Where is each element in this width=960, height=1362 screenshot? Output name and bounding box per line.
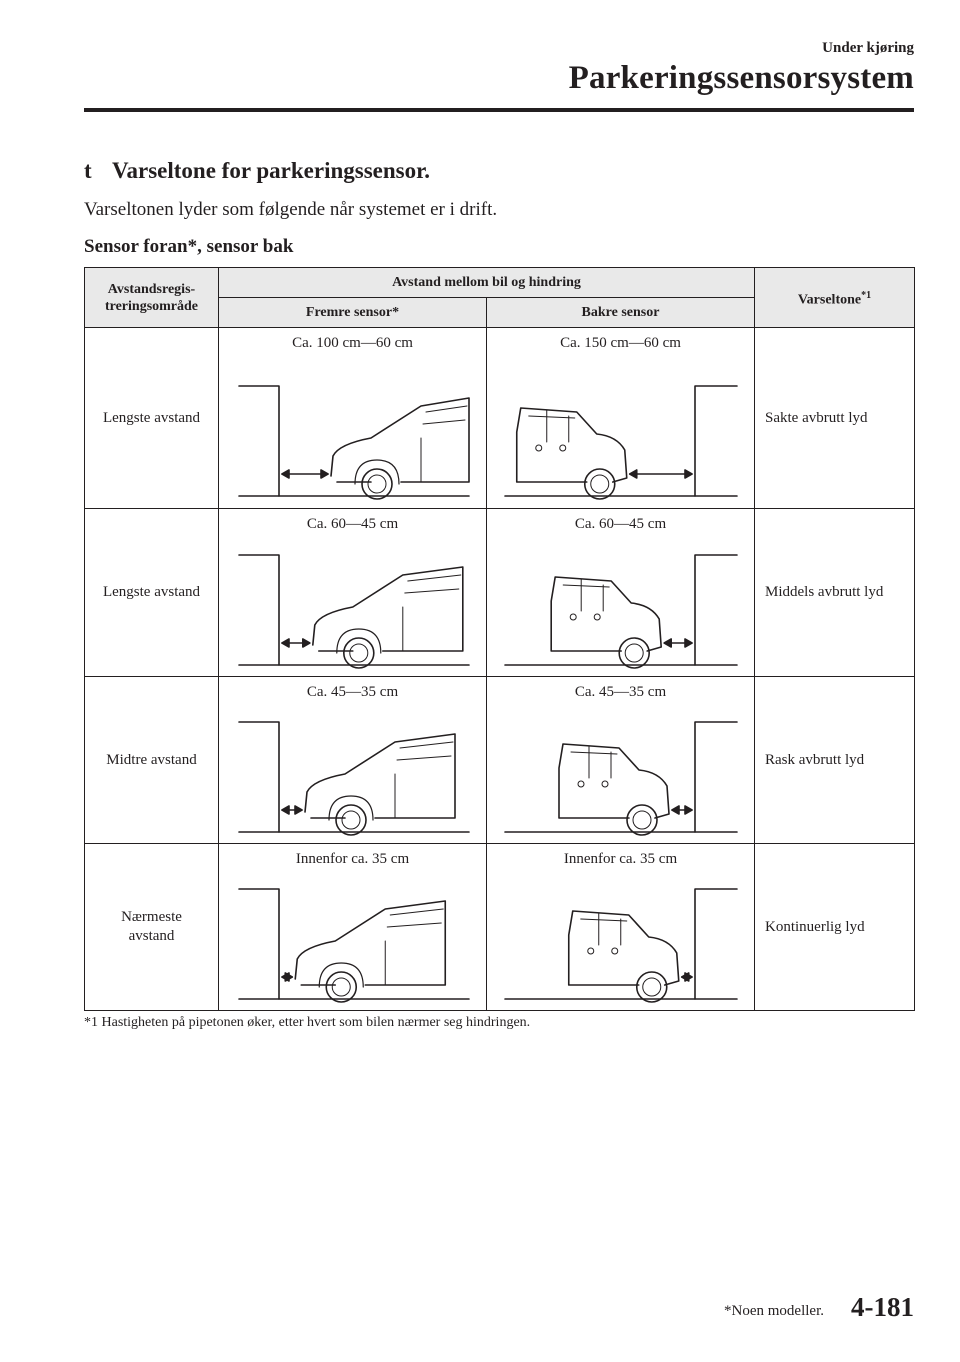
rear-illustration-cell: [487, 509, 755, 677]
arrowhead-icon: [685, 470, 692, 478]
page-number: 4-181: [851, 1292, 914, 1322]
rear-distance-caption: Innenfor ca. 35 cm: [563, 851, 678, 867]
wheel-icon: [637, 972, 667, 1002]
door-handle-icon: [578, 781, 584, 787]
car-window-line: [400, 742, 453, 748]
car-body: [569, 911, 679, 985]
header-tone-footnote-ref: *1: [861, 289, 872, 301]
car-window-line: [581, 919, 627, 921]
front-distance-caption: Ca. 45—35 cm: [306, 684, 399, 700]
car-window-line: [390, 909, 443, 915]
wheel-icon: [585, 469, 615, 499]
arrowhead-icon: [295, 806, 302, 814]
front-distance-caption: Innenfor ca. 35 cm: [295, 851, 410, 867]
front-car-illustration: [219, 539, 487, 675]
wheel-icon: [627, 805, 657, 835]
car-window-line: [563, 585, 609, 587]
wall-icon: [239, 722, 279, 832]
tone-label: Kontinuerlig lyd: [755, 844, 915, 1011]
tone-label: Rask avbrutt lyd: [755, 677, 915, 844]
rear-car-illustration: [487, 707, 755, 842]
rear-illustration-cell: [487, 844, 755, 1011]
header-distance: Avstand mellom bil og hindring: [219, 268, 755, 298]
front-illustration-cell: [219, 677, 487, 844]
range-label-text: Nærmeste avstand: [121, 909, 182, 944]
bullet-marker: t: [84, 158, 92, 183]
car-trim-line: [387, 923, 441, 927]
wall-icon: [695, 386, 737, 496]
arrowhead-icon: [282, 806, 289, 814]
arrowhead-icon: [303, 639, 310, 647]
wheel-hub-icon: [350, 644, 368, 662]
illustration-group: [239, 889, 469, 1002]
car-body: [559, 744, 669, 818]
wall-icon: [239, 889, 279, 999]
car-body: [517, 408, 627, 482]
door-handle-icon: [536, 445, 542, 451]
illustration-group: [505, 555, 737, 668]
car-body: [331, 398, 469, 482]
rear-distance-caption: Ca. 45—35 cm: [574, 684, 667, 700]
range-label: Lengste avstand: [85, 328, 219, 509]
front-illustration-cell: [219, 844, 487, 1011]
door-handle-icon: [602, 781, 608, 787]
car-body: [313, 567, 463, 651]
arrowhead-icon: [672, 806, 679, 814]
table-row: [85, 677, 915, 844]
rear-car-illustration: [487, 358, 755, 506]
door-handle-icon: [612, 948, 618, 954]
car-trim-line: [423, 420, 465, 424]
arrowhead-icon: [685, 806, 692, 814]
arrowhead-icon: [664, 639, 671, 647]
header-front-sensor: Fremre sensor*: [219, 298, 487, 328]
header-rear-sensor: Bakre sensor: [487, 298, 755, 328]
tone-label: Middels avbrutt lyd: [755, 509, 915, 677]
range-label: [85, 844, 219, 1011]
illustration-group: [239, 386, 469, 499]
heading-text: Varseltone for parkeringssensor.: [112, 158, 430, 183]
door-handle-icon: [570, 614, 576, 620]
rear-distance-caption: Ca. 150 cm—60 cm: [560, 335, 681, 351]
section-heading: [84, 158, 430, 184]
wheel-arch: [355, 460, 399, 484]
subheading: Sensor foran*, sensor bak: [84, 236, 294, 257]
header-tone: [755, 268, 915, 328]
wheel-hub-icon: [368, 475, 386, 493]
front-distance-caption: Ca. 100 cm—60 cm: [292, 335, 413, 351]
page-title: Parkeringssensorsystem: [568, 60, 914, 96]
header-rule: [84, 108, 914, 112]
arrowhead-icon: [282, 639, 289, 647]
car-body: [551, 577, 661, 651]
wheel-hub-icon: [591, 475, 609, 493]
wheel-icon: [336, 805, 366, 835]
door-handle-icon: [588, 948, 594, 954]
intro-text: Varseltonen lyder som følgende når systemet er i drift.: [84, 199, 498, 220]
table-row: [85, 328, 915, 509]
rear-illustration-cell: [487, 677, 755, 844]
wheel-icon: [344, 638, 374, 668]
illustration-group: [505, 386, 737, 499]
arrowhead-icon: [630, 470, 637, 478]
arrowhead-icon: [685, 973, 692, 981]
wheel-arch: [319, 963, 363, 987]
rear-distance-caption: Ca. 60—45 cm: [574, 516, 667, 532]
illustration-group: [239, 722, 469, 835]
illustration-group: [239, 555, 469, 668]
footnote: *1 Hastigheten på pipetonen øker, etter hvert som bilen nærmer seg hindringen.: [84, 1015, 531, 1030]
range-label: Midtre avstand: [85, 677, 219, 844]
arrowhead-icon: [285, 973, 292, 981]
table-row: [85, 844, 915, 1011]
illustration-group: [505, 889, 737, 1002]
section-header: Under kjøring: [822, 40, 914, 56]
tone-label: Sakte avbrutt lyd: [755, 328, 915, 509]
wheel-hub-icon: [332, 978, 350, 996]
front-car-illustration: [219, 874, 487, 1009]
car-window-line: [571, 752, 617, 754]
illustration-group: [505, 722, 737, 835]
car-trim-line: [397, 756, 451, 760]
car-body: [295, 901, 445, 985]
car-window-line: [408, 575, 461, 581]
front-illustration-cell: [219, 509, 487, 677]
car-trim-line: [405, 589, 459, 593]
wheel-hub-icon: [633, 811, 651, 829]
car-body: [305, 734, 455, 818]
arrowhead-icon: [321, 470, 328, 478]
footer-note: *Noen modeller.: [724, 1303, 824, 1319]
wheel-icon: [362, 469, 392, 499]
wheel-hub-icon: [342, 811, 360, 829]
wheel-arch: [337, 629, 381, 653]
front-illustration-cell: [219, 328, 487, 509]
door-handle-icon: [594, 614, 600, 620]
wheel-hub-icon: [625, 644, 643, 662]
range-label: Lengste avstand: [85, 509, 219, 677]
wheel-arch: [329, 796, 373, 820]
door-handle-icon: [560, 445, 566, 451]
table-row: [85, 509, 915, 677]
front-distance-caption: Ca. 60—45 cm: [306, 516, 399, 532]
wall-icon: [239, 386, 279, 496]
arrowhead-icon: [282, 470, 289, 478]
wall-icon: [239, 555, 279, 665]
rear-illustration-cell: [487, 328, 755, 509]
wheel-icon: [326, 972, 356, 1002]
rear-car-illustration: [487, 874, 755, 1009]
wheel-hub-icon: [643, 978, 661, 996]
car-window-line: [529, 416, 575, 418]
header-tone-label: Varseltone: [797, 292, 862, 308]
rear-car-illustration: [487, 539, 755, 675]
header-range-line1: Avstandsregis- treringsområde: [104, 281, 199, 314]
wall-icon: [695, 555, 737, 665]
car-window-line: [426, 406, 467, 412]
header-range: [85, 268, 219, 328]
wheel-icon: [619, 638, 649, 668]
front-car-illustration: [219, 358, 487, 506]
sensor-table: [84, 267, 915, 1011]
wall-icon: [695, 722, 737, 832]
wall-icon: [695, 889, 737, 999]
front-car-illustration: [219, 707, 487, 842]
arrowhead-icon: [685, 639, 692, 647]
